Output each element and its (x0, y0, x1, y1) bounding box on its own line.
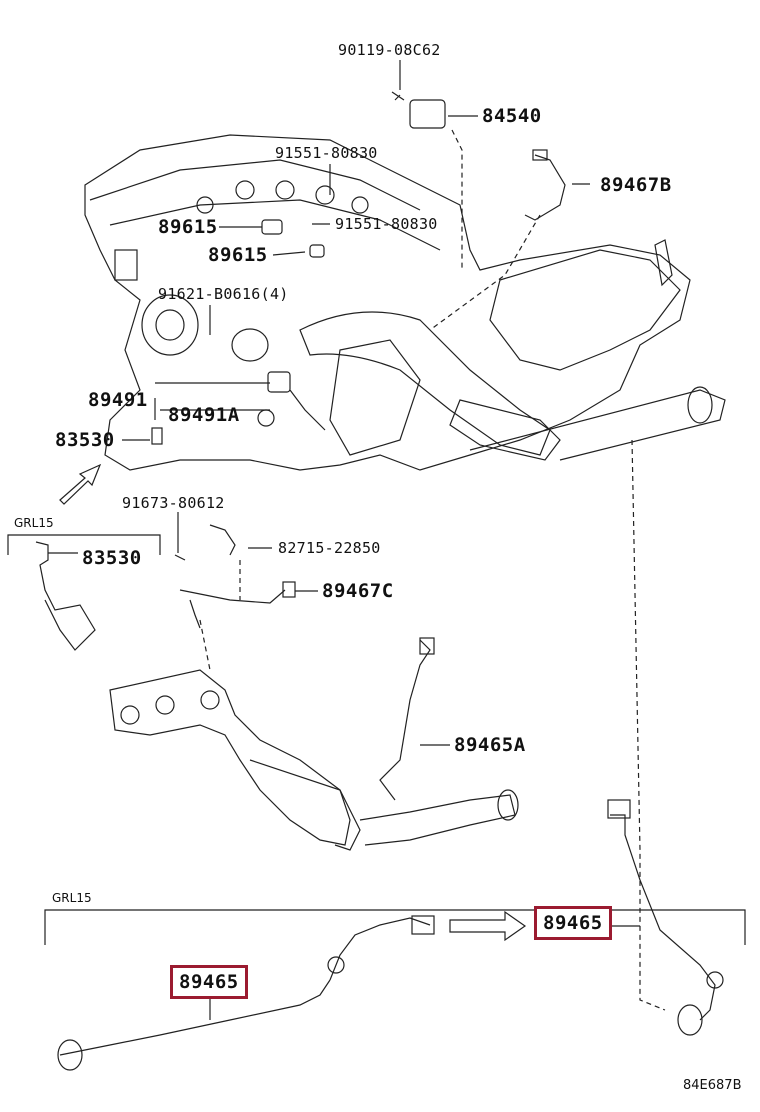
label-91673-80612: 91673-80612 (122, 494, 225, 512)
label-89465-highlighted-right: 89465 (534, 906, 612, 940)
label-89491: 89491 (88, 389, 148, 411)
label-89467b: 89467B (600, 174, 672, 196)
arrows (60, 465, 525, 940)
label-83530-upper: 83530 (55, 429, 115, 451)
label-90119-08c62: 90119-08C62 (338, 41, 441, 59)
exhaust-manifold (110, 670, 518, 850)
label-91621-b0616: 91621-B0616(4) (158, 285, 289, 303)
label-89467c: 89467C (322, 580, 394, 602)
label-89491a: 89491A (168, 404, 240, 426)
label-89615-upper: 89615 (158, 216, 218, 238)
label-89465a: 89465A (454, 734, 526, 756)
label-89615-lower: 89615 (208, 244, 268, 266)
label-84540: 84540 (482, 105, 542, 127)
label-89465-highlighted-left: 89465 (170, 965, 248, 999)
label-91551-80830-lower: 91551-80830 (335, 215, 438, 233)
label-grl15-lower: GRL15 (52, 891, 92, 905)
label-grl15-upper: GRL15 (14, 516, 54, 530)
label-83530-lower: 83530 (82, 547, 142, 569)
label-82715-22850: 82715-22850 (278, 539, 381, 557)
label-91551-80830-upper: 91551-80830 (275, 144, 378, 162)
figure-code: 84E687B (683, 1078, 742, 1093)
